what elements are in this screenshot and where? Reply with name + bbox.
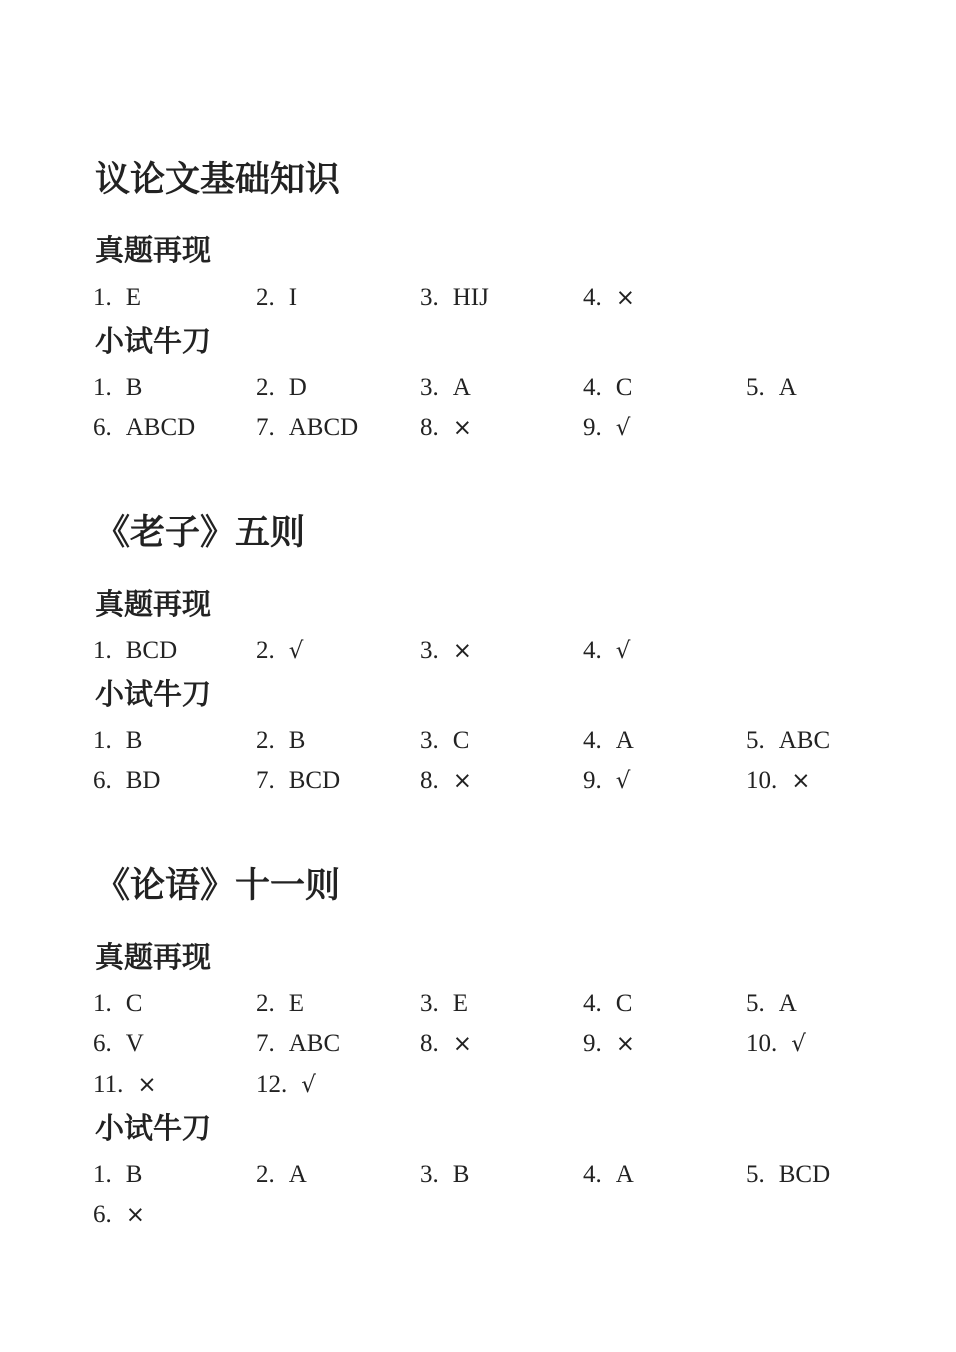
answer-value: × [452,768,473,794]
question-number: 3. [420,1161,439,1188]
answer-item [420,285,489,310]
answer-value: B [125,374,143,401]
question-number: 7. [256,414,275,441]
answer-value: B [288,727,306,754]
answer-item [420,728,469,753]
question-number: 5. [746,727,765,754]
group-heading: 真题再现 [95,587,212,621]
section-title: 《老子》五则 [95,513,306,553]
answer-item [93,1031,144,1056]
question-number: 5. [746,374,765,401]
answer-item [746,375,797,400]
answer-item [256,991,304,1016]
question-number: 1. [93,284,112,311]
answer-value: B [125,727,143,754]
answer-item [93,768,160,793]
question-number: 2. [256,990,275,1017]
question-number: 4. [583,374,602,401]
answer-value: A [615,727,634,754]
answer-value: × [452,1031,473,1057]
answer-item [746,728,830,753]
question-number: 10. [746,1030,778,1057]
answer-value: C [125,990,143,1017]
answer-item [93,638,177,663]
question-number: 9. [583,767,602,794]
answer-value: ABC [288,1030,341,1057]
group-heading: 小试牛刀 [95,1111,212,1145]
question-number: 1. [93,727,112,754]
group-heading: 小试牛刀 [95,677,212,711]
answer-item [256,285,297,310]
answer-item [256,415,358,440]
answer-value: I [288,284,298,311]
answer-value: ABCD [125,414,196,441]
question-number: 9. [583,414,602,441]
answer-item [583,991,632,1016]
question-number: 6. [93,767,112,794]
section-title: 《论语》十一则 [95,866,341,906]
answer-item [583,285,635,310]
question-number: 9. [583,1030,602,1057]
question-number: 2. [256,727,275,754]
answer-item [583,1162,634,1187]
answer-item [746,1162,830,1187]
answer-item [256,1031,340,1056]
question-number: 1. [93,637,112,664]
answer-item [93,1202,145,1227]
question-number: 4. [583,990,602,1017]
answer-item [93,1162,142,1187]
question-number: 3. [420,637,439,664]
answer-item [256,638,303,663]
answer-value: √ [615,415,631,441]
answer-item [746,768,811,793]
question-number: 8. [420,767,439,794]
answer-item [583,768,630,793]
answer-item [583,415,630,440]
answer-value: BCD [778,1161,831,1188]
answer-value: √ [615,638,631,664]
answer-value: D [288,374,307,401]
answer-value: HIJ [452,284,489,311]
answer-value: C [452,727,470,754]
answer-item [583,1031,635,1056]
answer-item [420,991,468,1016]
question-number: 11. [93,1071,124,1098]
answer-item [746,991,797,1016]
answer-item [420,1031,472,1056]
answer-item [746,1031,806,1056]
question-number: 1. [93,990,112,1017]
question-number: 7. [256,1030,275,1057]
section-title: 议论文基础知识 [95,160,341,200]
answer-value: C [615,374,633,401]
answer-item [420,415,472,440]
answer-value: × [452,638,473,664]
answer-value: × [137,1072,157,1098]
answer-value: × [791,768,811,794]
answer-item [256,728,305,753]
question-number: 2. [256,284,275,311]
answer-item [420,768,472,793]
question-number: 10. [746,767,778,794]
answer-value: √ [615,768,631,794]
answer-value: × [615,285,636,311]
answer-item [583,375,632,400]
answer-value: × [452,415,473,441]
answer-value: B [452,1161,470,1188]
question-number: 4. [583,637,602,664]
group-heading: 真题再现 [95,233,212,267]
answer-value: V [125,1030,144,1057]
answer-value: A [778,374,797,401]
answer-value: E [288,990,305,1017]
question-number: 8. [420,414,439,441]
answer-value: ABC [778,727,831,754]
answer-value: √ [791,1031,806,1057]
answer-value: BD [125,767,161,794]
question-number: 3. [420,284,439,311]
question-number: 3. [420,374,439,401]
answer-item [93,415,195,440]
answer-value: A [778,990,797,1017]
question-number: 2. [256,374,275,401]
question-number: 4. [583,284,602,311]
answer-value: √ [288,638,304,664]
question-number: 5. [746,1161,765,1188]
question-number: 7. [256,767,275,794]
question-number: 6. [93,1030,112,1057]
question-number: 4. [583,727,602,754]
answer-value: ABCD [288,414,359,441]
question-number: 6. [93,414,112,441]
answer-item [256,375,307,400]
answer-value: C [615,990,633,1017]
answer-item [93,285,141,310]
answer-value: A [615,1161,634,1188]
answer-item [256,768,340,793]
answer-value: √ [301,1072,316,1098]
question-number: 12. [256,1071,288,1098]
answer-item [583,728,634,753]
answer-item [583,638,630,663]
answer-item [93,728,142,753]
answer-item [93,1072,157,1097]
answer-item [420,375,471,400]
answer-value: E [452,990,469,1017]
group-heading: 真题再现 [95,940,212,974]
question-number: 8. [420,1030,439,1057]
answer-value: A [452,374,471,401]
question-number: 3. [420,990,439,1017]
answer-item [256,1072,316,1097]
question-number: 6. [93,1201,112,1228]
group-heading: 小试牛刀 [95,324,212,358]
answer-item [93,991,142,1016]
answer-item [93,375,142,400]
answer-value: B [125,1161,143,1188]
question-number: 2. [256,1161,275,1188]
answer-value: BCD [125,637,178,664]
answer-value: × [125,1202,146,1228]
answer-item [420,638,472,663]
answer-value: A [288,1161,307,1188]
answer-value: BCD [288,767,341,794]
answer-item [256,1162,307,1187]
answer-value: E [125,284,142,311]
question-number: 2. [256,637,275,664]
question-number: 3. [420,727,439,754]
question-number: 1. [93,1161,112,1188]
answer-item [420,1162,469,1187]
question-number: 1. [93,374,112,401]
question-number: 4. [583,1161,602,1188]
question-number: 5. [746,990,765,1017]
answer-value: × [615,1031,636,1057]
